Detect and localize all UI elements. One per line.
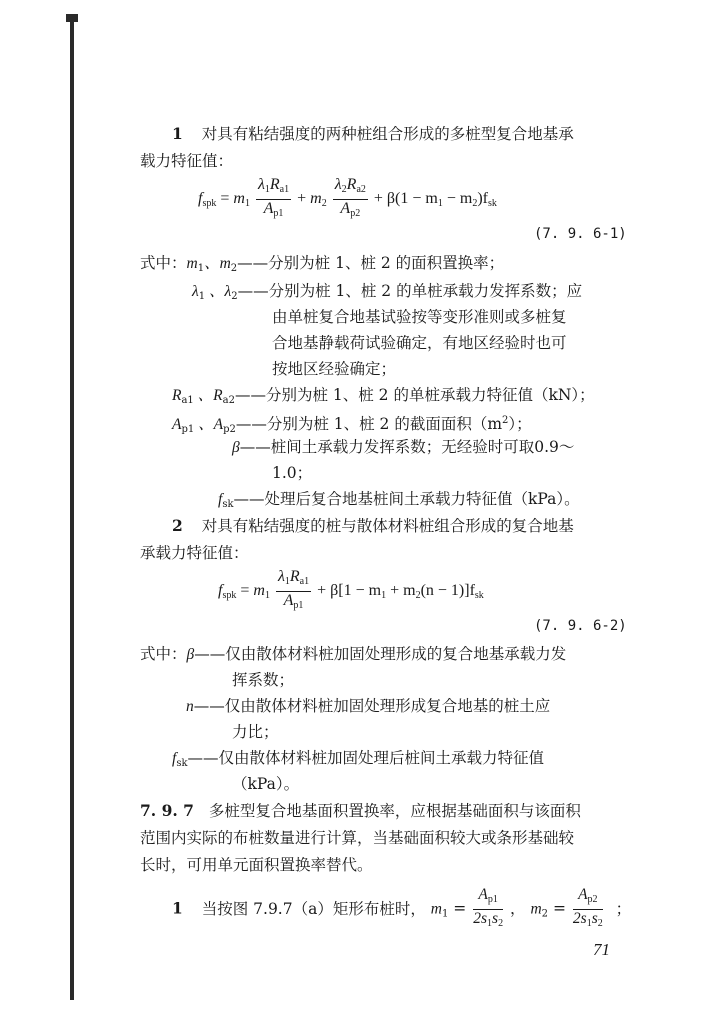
item2-line1 — [172, 516, 574, 536]
item1-line1 — [172, 124, 574, 144]
item1-text1: 对具有粘结强度的两种桩组合形成的多桩型复合地基承 — [201, 125, 574, 143]
fraction-2: $\frac{\lambda_2R_{a2}}{A_{p2}}$ — [334, 176, 366, 219]
where2-row2: n——仅由散体材料桩加固处理形成复合地基的桩土应 — [186, 697, 551, 715]
fraction-m1: $\frac{A_{p1}}{2s_1s_2}$ — [473, 886, 504, 929]
where1-row2-cont3: 按地区经验确定； — [272, 360, 397, 378]
sec797-line1: 7. 9. 7 多桩型复合地基面积置换率，应根据基础面积与该面积 — [140, 801, 581, 820]
where2-row3: $f_{sk}——$仅由散体材料桩加固处理后桩间土承载力特征值 — [172, 749, 545, 769]
section-number: 7. 9. 7 — [140, 801, 194, 820]
sec797-line3: 长时，可用单元面积置换率替代。 — [140, 856, 373, 874]
equation-number-2: (7. 9. 6-2) — [534, 618, 627, 634]
item1-number: 1 — [172, 124, 183, 143]
where2-row3-cont: （kPa）。 — [232, 775, 300, 793]
where1-row1: 式中：$m_1$、$m_2——$分别为桩 1、桩 2 的面积置换率； — [140, 254, 505, 274]
where1-row3: $R_{a1}$ 、$R_{a2}——$分别为桩 1、桩 2 的单桩承载力特征值（kN）； — [172, 386, 595, 406]
equation-7-9-6-2: $f_{spk} = m_1$ $\frac{\lambda_1R_{a1}}{A_{p1}}$ + $\beta[1 - m_1 + m_2(n - 1)]f_{sk}$ — [218, 568, 484, 615]
where2-row1: 式中：β——仅由散体材料桩加固处理形成的复合地基承载力发 — [140, 645, 567, 663]
where1-row2-cont2: 合地基静载荷试验确定，有地区经验时也可 — [272, 334, 567, 352]
fraction-m2: $\frac{A_{p2}}{2s_1s_2}$ — [572, 886, 603, 929]
where2-row1-cont: 挥系数； — [232, 671, 295, 689]
where1-row2: $\lambda_1$ 、$\lambda_2——$分别为桩 1、桩 2 的单桩承载力发挥系数；应 — [192, 282, 583, 302]
item2-number: 2 — [172, 516, 183, 535]
where2-row2-cont: 力比； — [232, 723, 279, 741]
where1-row5: β——桩间土承载力发挥系数；无经验时可取0.9～ — [232, 438, 575, 456]
item3-number: 1 — [172, 898, 183, 918]
item3-line: 1 当按图 7.9.7（a）矩形布桩时， $m_1$ = $\frac{A_{p1}}{2s_1s_2}$ ， $m_2$ = $\frac{A_{p2}}{2s_1s_2}$ ； — [172, 886, 631, 933]
item2-line2: 承载力特征值： — [140, 544, 249, 562]
fraction-1: $\frac{\lambda_1R_{a1}}{A_{p1}}$ — [257, 176, 290, 219]
sec797-line2: 范围内实际的布桩数量进行计算，当基础面积较大或条形基础较 — [140, 829, 575, 847]
where1-row2-cont1: 由单桩复合地基试验按等变形准则或多桩复 — [272, 308, 567, 326]
fraction-3: $\frac{\lambda_1R_{a1}}{A_{p1}}$ — [277, 568, 310, 611]
page-number: 71 — [593, 940, 610, 959]
binding-edge — [70, 18, 74, 1000]
where1-row4: $A_{p1}$ 、$A_{p2}——$分别为桩 1、桩 2 的截面面积$(m^2)$； — [172, 415, 532, 435]
where1-row5-cont: 1.0； — [272, 464, 313, 482]
item1-line2: 载力特征值： — [140, 152, 234, 170]
where1-row6: $f_{sk}——$处理后复合地基桩间土承载力特征值（kPa）。 — [218, 490, 580, 510]
equation-number-1: (7. 9. 6-1) — [534, 226, 627, 242]
item2-text1: 对具有粘结强度的桩与散体材料桩组合形成的复合地基 — [201, 517, 574, 535]
equation-7-9-6-1: $f_{spk} = m_1$ $\frac{\lambda_1R_{a1}}{A_{p1}}$ + $m_2$ $\frac{\lambda_2R_{a2}}{A_{p2}}$ + $\beta(1 - m_1 - m_2)f_{sk}$ — [198, 176, 497, 223]
